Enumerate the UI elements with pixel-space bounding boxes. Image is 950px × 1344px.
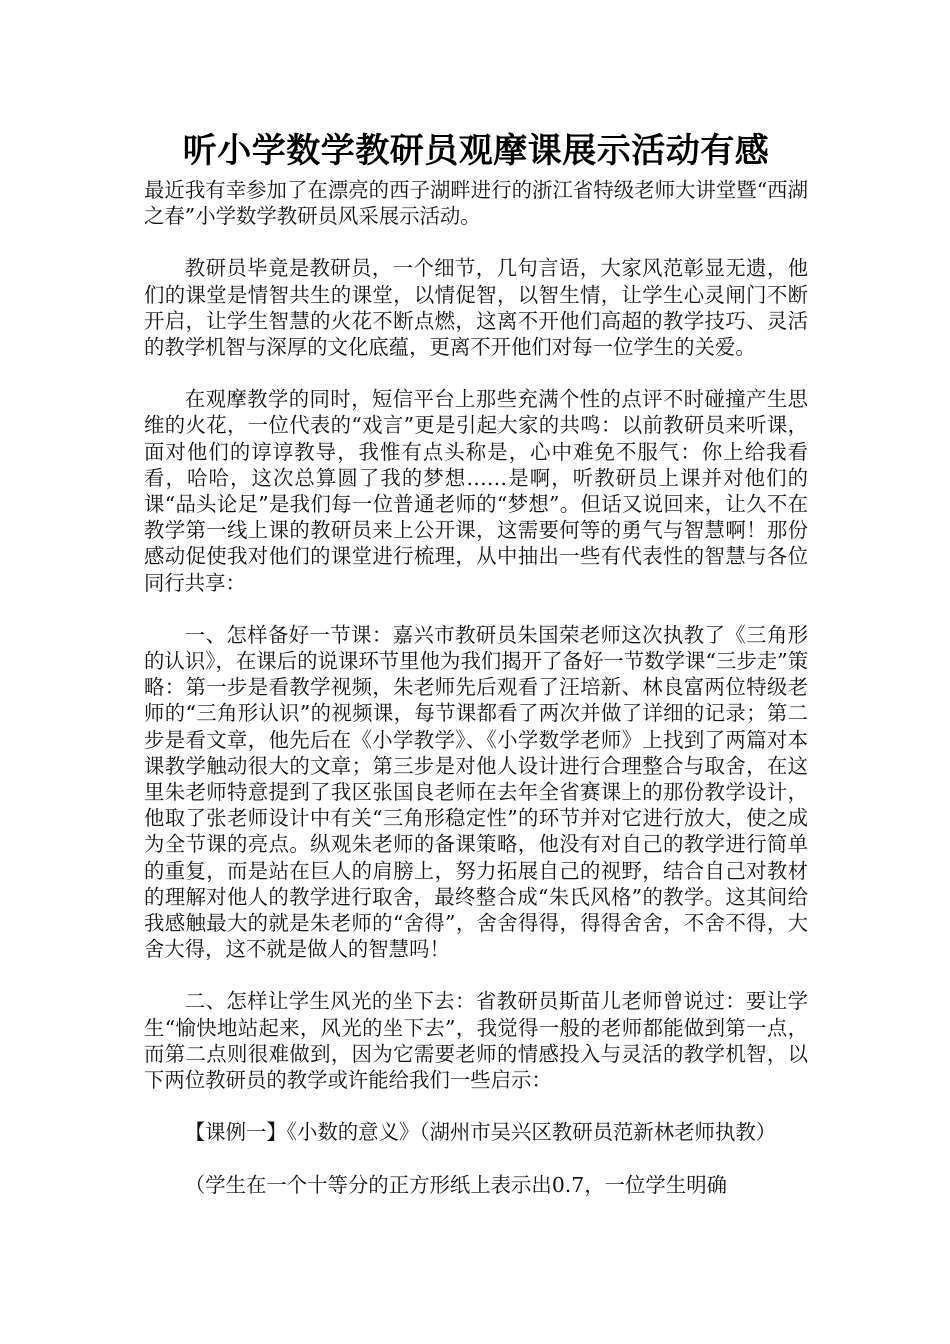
document-title: 听小学数学教研员观摩课展示活动有感 [182, 131, 770, 171]
section-two-paragraph: 二、怎样让学生风光的坐下去：省教研员斯苗儿老师曾说过：要让学生“愉快地站起来，风光的坐下去”，我觉得一般的老师都能做到第一点，而第二点则很难做到，因为它需要老师的情感投入与灵活的教学机智，以下两位教研员的教学或许能给我们一些启示： [144, 989, 808, 1093]
intro-paragraph: 最近我有幸参加了在漂亮的西子湖畔进行的浙江省特级老师大讲堂暨“西湖之春”小学数学教研员风采展示活动。 [144, 178, 808, 229]
document-page [144, 124, 808, 1198]
section-one-paragraph: 一、怎样备好一节课：嘉兴市教研员朱国荣老师这次执教了《三角形的认识》，在课后的说课环节里他为我们揭开了备好一节数学课“三步走”策略：第一步是看教学视频，朱老师先后观看了汪培新、林良富两位特级老师的“三角形认识”的视频课，每节课都看了两次并做了详细的记录；第二步是看文章，他先后在《小学教学》、《小学数学老师》上找到了两篇对本课教学触动很大的文章；第三步是对他人设计进行合理整合与取舍，在这里朱老师特意提到了我区张国良老师在去年全省赛课上的那份教学设计，他取了张老师设计中有关“三角形稳定性”的环节并对它进行放大，使之成为全节课的亮点。纵观朱老师的备课策略，他没有对自己的教学进行简单的重复，而是站在巨人的肩膀上，努力拓展自己的视野，结合自己对教材的理解对他人的教学进行取舍，最终整合成“朱氏风格”的教学。这其间给我感触最大的就是朱老师的“舍得”，舍舍得得，得得舍舍，不舍不得，大舍大得，这不就是做人的智慧吗！ [144, 622, 808, 962]
body-paragraph: 在观摩教学的同时，短信平台上那些充满个性的点评不时碰撞产生思维的火花，一位代表的“戏言”更是引起大家的共鸣：以前教研员来听课，面对他们的谆谆教导，我惟有点头称是，心中难免不服气：你上给我看看，哈哈，这次总算圆了我的梦想……是啊，听教研员上课并对他们的课“品头论足”是我们每一位普通老师的“梦想”。但话又说回来，让久不在教学第一线上课的教研员来上公开课，这需要何等的勇气与智慧啊！那份感动促使我对他们的课堂进行梳理，从中抽出一些有代表性的智慧与各位同行共享： [144, 387, 808, 595]
lesson-example-heading: 【课例一】《小数的意义》（湖州市吴兴区教研员范新林老师执教） [184, 1120, 777, 1145]
body-paragraph: 教研员毕竟是教研员，一个细节，几句言语，大家风范彰显无遗，他们的课堂是情智共生的课堂，以情促智，以智生情，让学生心灵闸门不断开启，让学生智慧的火花不断点燃，这离不开他们高超的教学技巧、灵活的教学机智与深厚的文化底蕴，更离不开他们对每一位学生的关爱。 [144, 256, 808, 360]
lesson-example-paragraph: （学生在一个十等分的正方形纸上表示出0.7，一位学生明确 [184, 1172, 727, 1197]
